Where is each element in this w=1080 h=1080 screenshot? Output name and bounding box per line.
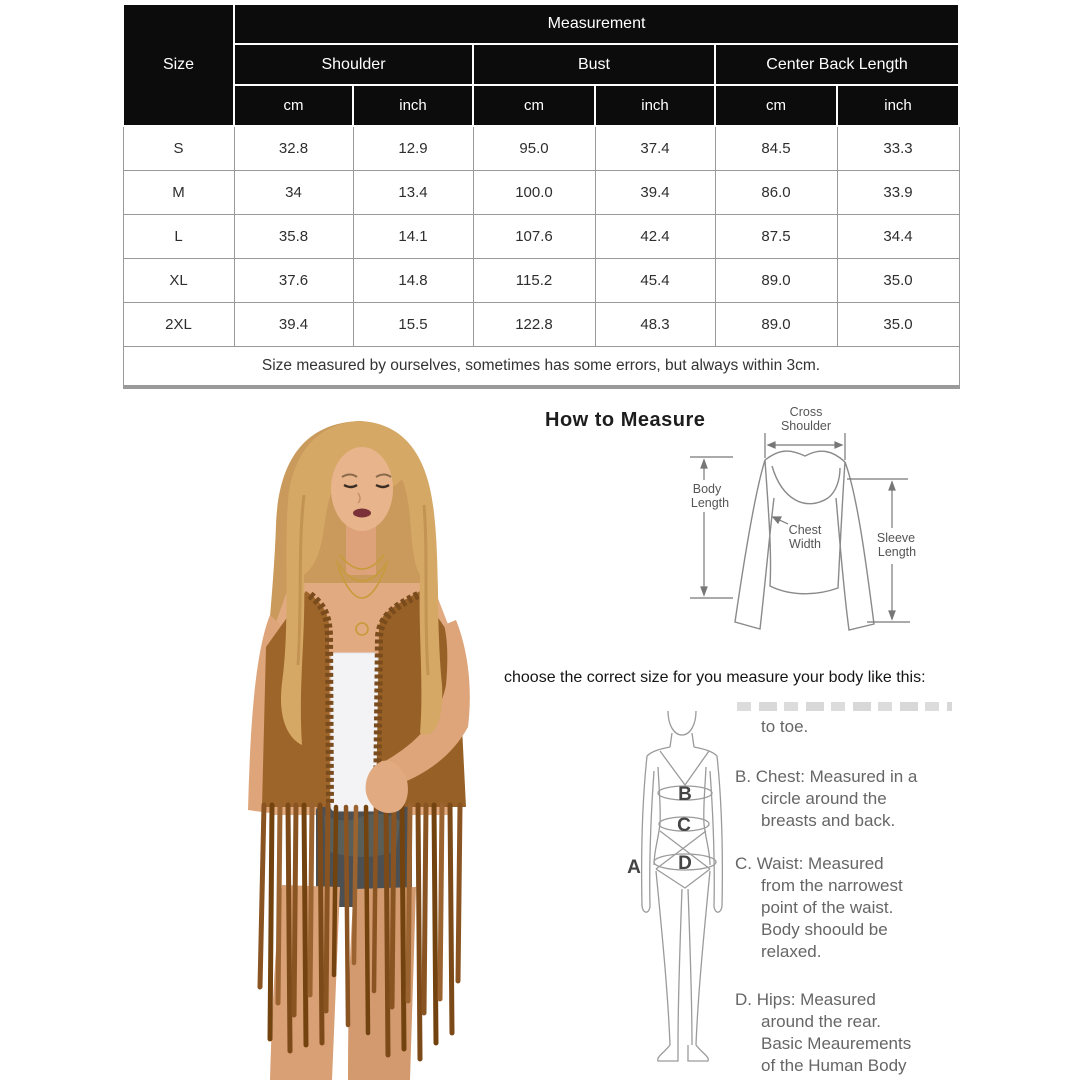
value-cell: 32.8	[234, 126, 353, 171]
measure-item-d	[735, 989, 970, 1077]
garment-left-sleeve	[735, 460, 774, 629]
value-cell: 35.0	[837, 303, 959, 347]
table-note-row	[123, 347, 959, 388]
masked-text-remnant	[737, 702, 952, 711]
unit-header: cm	[715, 85, 837, 126]
value-cell: 35.8	[234, 215, 353, 259]
measure-item-a-text: to toe.	[761, 717, 809, 736]
chest-width-arrows	[773, 517, 788, 524]
measure-line: from the narrowest	[761, 876, 903, 895]
shoulder-header: Shoulder	[234, 44, 473, 85]
value-cell: 37.4	[595, 126, 715, 171]
sleeve-length-label: Length	[877, 545, 917, 559]
value-cell: 122.8	[473, 303, 595, 347]
measure-line: breasts and back.	[761, 811, 896, 830]
value-cell: 86.0	[715, 171, 837, 215]
garment-right-sleeve	[836, 462, 874, 630]
garment-shoulders	[765, 451, 845, 462]
unit-header: cm	[234, 85, 353, 126]
measure-line: point of the waist.	[761, 898, 894, 917]
table-header-row-groups	[123, 44, 959, 85]
bust-header: Bust	[473, 44, 715, 85]
measure-line: D. Hips: Measured	[735, 990, 876, 1009]
size-note: Size measured by ourselves, sometimes has some errors, but always within 3cm.	[123, 347, 959, 388]
value-cell: 42.4	[595, 215, 715, 259]
table-header-row-units	[123, 85, 959, 126]
value-cell: 14.1	[353, 215, 473, 259]
figure-left-arm	[642, 756, 654, 912]
figure-feet	[658, 1045, 709, 1061]
size-cell: XL	[123, 259, 234, 303]
unit-header: cm	[473, 85, 595, 126]
size-cell: S	[123, 126, 234, 171]
value-cell: 100.0	[473, 171, 595, 215]
body-length-arrow	[690, 457, 733, 598]
size-measurement-table	[122, 3, 960, 389]
value-cell: 95.0	[473, 126, 595, 171]
value-cell: 12.9	[353, 126, 473, 171]
cross-shoulder-label: Cross	[789, 405, 823, 419]
figure-right-arm	[710, 756, 722, 912]
measure-line: relaxed.	[761, 942, 822, 961]
value-cell: 89.0	[715, 303, 837, 347]
measurement-header: Measurement	[234, 4, 959, 44]
value-cell: 34	[234, 171, 353, 215]
measure-line: circle around the	[761, 789, 887, 808]
measure-line: Body shoould be	[761, 920, 888, 939]
measure-line: around the rear.	[761, 1012, 882, 1031]
value-cell: 33.3	[837, 126, 959, 171]
value-cell: 39.4	[595, 171, 715, 215]
table-row-s	[123, 126, 959, 171]
unit-header: inch	[595, 85, 715, 126]
value-cell: 39.4	[234, 303, 353, 347]
figure-label-d: D	[678, 853, 692, 874]
table-row-xl	[123, 259, 959, 303]
measure-line: C. Waist: Measured	[735, 854, 884, 873]
value-cell: 14.8	[353, 259, 473, 303]
table-row-l	[123, 215, 959, 259]
table-header-row-measurement	[123, 4, 959, 44]
figure-label-a: A	[627, 857, 641, 878]
value-cell: 13.4	[353, 171, 473, 215]
measure-line: of the Human Body	[761, 1056, 907, 1075]
size-corner-header: Size	[123, 4, 234, 126]
measure-item-a	[735, 716, 970, 738]
how-to-measure-title: How to Measure	[545, 409, 706, 431]
value-cell: 107.6	[473, 215, 595, 259]
sleeve-length-label: Sleeve	[876, 531, 916, 545]
table-row-m	[123, 171, 959, 215]
unit-header: inch	[353, 85, 473, 126]
measure-item-c	[735, 853, 970, 963]
chest-width-label: Chest	[788, 523, 822, 537]
figure-vneck	[660, 751, 709, 785]
garment-neckline	[772, 466, 840, 504]
value-cell: 15.5	[353, 303, 473, 347]
size-cell: L	[123, 215, 234, 259]
measure-line: B. Chest: Measured in a	[735, 767, 918, 786]
cross-shoulder-label: Shoulder	[780, 419, 832, 433]
body-measure-figure	[612, 693, 747, 1080]
value-cell: 34.4	[837, 215, 959, 259]
measure-item-b	[735, 766, 970, 832]
value-cell: 87.5	[715, 215, 837, 259]
value-cell: 35.0	[837, 259, 959, 303]
value-cell: 89.0	[715, 259, 837, 303]
value-cell: 115.2	[473, 259, 595, 303]
value-cell: 37.6	[234, 259, 353, 303]
figure-legs	[656, 871, 710, 1045]
figure-head	[668, 711, 696, 735]
value-cell: 33.9	[837, 171, 959, 215]
garment-measure-diagram	[660, 400, 960, 665]
figure-label-c: C	[677, 815, 691, 836]
body-length-label: Body	[692, 482, 722, 496]
measure-line: Basic Meaurements	[761, 1034, 912, 1053]
model-face	[331, 447, 393, 531]
chest-width-label: Width	[789, 537, 821, 551]
size-cell: 2XL	[123, 303, 234, 347]
table-row-2xl	[123, 303, 959, 347]
value-cell: 84.5	[715, 126, 837, 171]
body-length-label: Length	[690, 496, 730, 510]
value-cell: 48.3	[595, 303, 715, 347]
size-cell: M	[123, 171, 234, 215]
center-back-length-header: Center Back Length	[715, 44, 959, 85]
unit-header: inch	[837, 85, 959, 126]
choose-size-intro: choose the correct size for you measure your body like this:	[504, 669, 926, 686]
value-cell: 45.4	[595, 259, 715, 303]
figure-label-b: B	[678, 784, 692, 805]
model-photo	[170, 415, 510, 1080]
